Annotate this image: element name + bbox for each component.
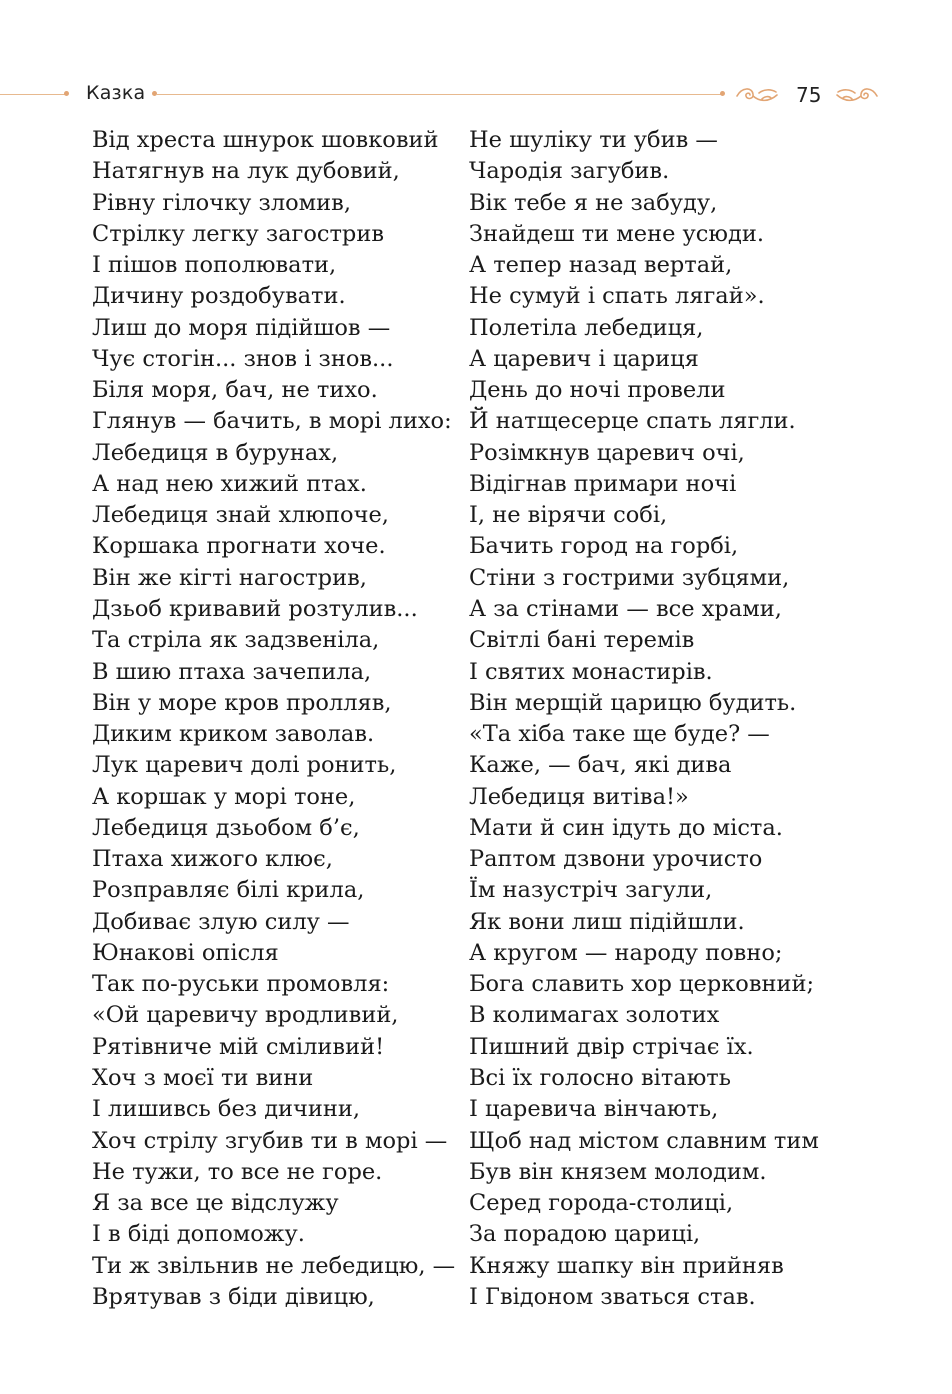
poem-line: Добиває злую силу — bbox=[92, 908, 350, 935]
poem-line: А тепер назад вертай, bbox=[469, 252, 733, 279]
poem-line: Й натщесерце спать лягли. bbox=[469, 408, 796, 435]
header-rule-left bbox=[0, 94, 66, 95]
poem-line: Щоб над містом славним тим bbox=[469, 1127, 819, 1154]
poem-line: А царевич і цариця bbox=[469, 345, 699, 372]
running-head: Казка bbox=[86, 82, 146, 104]
poem-line: Він же кігті нагострив, bbox=[92, 564, 367, 591]
poem-line: І Гвідоном зваться став. bbox=[469, 1283, 756, 1310]
poem-line: І в біді допоможу. bbox=[92, 1221, 305, 1248]
poem-line: І святих монастирів. bbox=[469, 658, 713, 685]
poem-line: Він у море кров пролляв, bbox=[92, 689, 392, 716]
poem-line: Бачить город на горбі, bbox=[469, 533, 739, 560]
poem-line: Мати й син ідуть до міста. bbox=[469, 814, 783, 841]
header-rule-middle bbox=[156, 94, 722, 95]
rule-dot bbox=[720, 91, 725, 96]
poem-line: Не шуліку ти убив — bbox=[469, 127, 718, 153]
poem-line: Вік тебе я не забуду, bbox=[469, 189, 718, 216]
poem-line: А за стінами — все храми, bbox=[469, 595, 782, 622]
poem-line: Стіни з гострими зубцями, bbox=[469, 564, 790, 591]
poem-line: Натягнув на лук дубовий, bbox=[92, 158, 400, 185]
poem-line: А кругом — народу повно; bbox=[469, 939, 783, 966]
poem-line: Рівну гілочку зломив, bbox=[92, 189, 351, 216]
poem-line: І, не вірячи собі, bbox=[469, 502, 668, 529]
poem-line: Лук царевич долі ронить, bbox=[92, 752, 397, 779]
scroll-ornament-icon bbox=[834, 84, 880, 106]
poem-line: А коршак у морі тоне, bbox=[92, 783, 356, 810]
poem-line: Чародія загубив. bbox=[469, 158, 670, 185]
poem-line: Птаха хижого клює, bbox=[92, 846, 333, 873]
poem-line: Не тужи, то все не горе. bbox=[92, 1158, 383, 1185]
page-number: 75 bbox=[796, 83, 822, 107]
poem-line: Коршака прогнати хоче. bbox=[92, 533, 386, 560]
poem-line: Княжу шапку він прийняв bbox=[469, 1252, 784, 1279]
poem-line: За порадою цариці, bbox=[469, 1221, 701, 1248]
poem-line: Лебедиця знай хлюпоче, bbox=[92, 502, 389, 529]
poem-line: Чує стогін... знов і знов... bbox=[92, 345, 394, 372]
page-header bbox=[0, 78, 952, 112]
poem-line: Серед города-столиці, bbox=[469, 1190, 734, 1217]
poem-line: Дичину роздобувати. bbox=[92, 283, 346, 310]
poem-line: Від хреста шнурок шовковий bbox=[92, 127, 439, 153]
poem-line: Їм назустріч загули, bbox=[469, 877, 713, 904]
poem-column-right bbox=[469, 125, 869, 1313]
poem-line: Не сумуй і спать лягай». bbox=[469, 283, 765, 310]
poem-line: Глянув — бачить, в морі лихо: bbox=[92, 408, 452, 435]
poem-line: Я за все це відслужу bbox=[92, 1190, 339, 1217]
poem-line: Каже, — бач, які дива bbox=[469, 752, 732, 779]
poem-line: І царевича вінчають, bbox=[469, 1096, 719, 1123]
poem-line: Диким криком заволав. bbox=[92, 721, 375, 748]
poem-line: Та стріла як задзвеніла, bbox=[92, 627, 380, 654]
poem-line: Хоч з моєї ти вини bbox=[92, 1064, 314, 1091]
poem-line: Полетіла лебедиця, bbox=[469, 314, 704, 341]
poem-line: Як вони лиш підійшли. bbox=[469, 908, 745, 935]
poem-line: Лиш до моря підійшов — bbox=[92, 314, 391, 341]
poem-line: Знайдеш ти мене усюди. bbox=[469, 220, 764, 247]
poem-line: Був він князем молодим. bbox=[469, 1158, 767, 1185]
poem-line: «Та хіба таке ще буде? — bbox=[469, 721, 770, 748]
poem-line: Бога славить хор церковний; bbox=[469, 971, 815, 998]
poem-line: І лишивсь без дичини, bbox=[92, 1096, 361, 1123]
poem-line: Лебедиця в бурунах, bbox=[92, 439, 339, 466]
poem-line: Дзьоб кривавий розтулив... bbox=[92, 595, 418, 622]
poem-line: А над нею хижий птах. bbox=[92, 470, 367, 497]
poem-column-left bbox=[92, 125, 462, 1313]
poem-line: Розімкнув царевич очі, bbox=[469, 439, 745, 466]
poem-line: Розправляє білі крила, bbox=[92, 877, 365, 904]
poem-text bbox=[0, 125, 952, 1325]
poem-line: Ти ж звільнив не лебедицю, — bbox=[92, 1252, 456, 1279]
poem-line: В колимагах золотих bbox=[469, 1002, 720, 1029]
poem-line: Пишний двір стрічає їх. bbox=[469, 1033, 754, 1060]
poem-line: Біля моря, бач, не тихо. bbox=[92, 377, 378, 404]
scroll-ornament-icon bbox=[734, 84, 780, 106]
poem-line: Врятував з біди дівицю, bbox=[92, 1283, 375, 1310]
poem-line: В шию птаха зачепила, bbox=[92, 658, 372, 685]
poem-line: Рятівниче мій сміливий! bbox=[92, 1033, 385, 1060]
rule-dot bbox=[64, 91, 69, 96]
poem-line: Раптом дзвони урочисто bbox=[469, 846, 763, 873]
poem-line: «Ой царевичу вродливий, bbox=[92, 1002, 399, 1029]
poem-line: День до ночі провели bbox=[469, 377, 726, 404]
poem-line: Юнакові опісля bbox=[92, 939, 279, 966]
poem-line: Так по-руськи промовля: bbox=[92, 971, 390, 998]
poem-line: І пішов пополювати, bbox=[92, 252, 337, 279]
poem-line: Лебедиця дзьобом б’є, bbox=[92, 814, 360, 841]
poem-line: Всі їх голосно вітають bbox=[469, 1064, 732, 1091]
poem-line: Відігнав примари ночі bbox=[469, 470, 737, 497]
poem-line: Він мерщій царицю будить. bbox=[469, 689, 797, 716]
poem-line: Світлі бані теремів bbox=[469, 627, 695, 654]
poem-line: Хоч стрілу згубив ти в морі — bbox=[92, 1127, 448, 1154]
poem-line: Стрілку легку загострив bbox=[92, 220, 384, 247]
poem-line: Лебедиця витіва!» bbox=[469, 783, 689, 810]
